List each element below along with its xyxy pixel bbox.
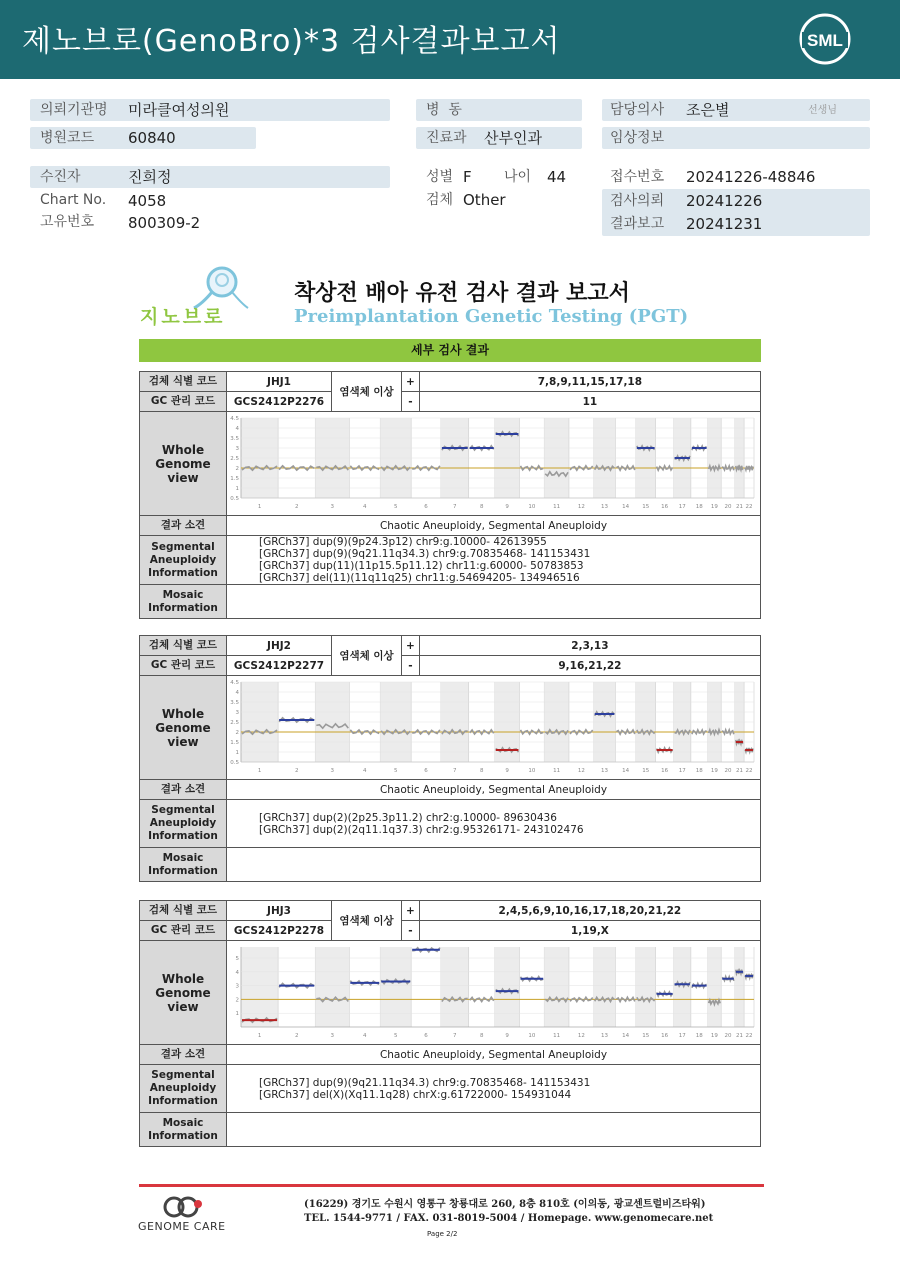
requesting-org-label: 의뢰기관명 [40, 102, 108, 118]
sml-logo [796, 12, 854, 66]
x-tick-label: 18 [695, 768, 703, 774]
dept-value: 산부인과 [484, 129, 542, 147]
chart-label: Chart No. [40, 192, 107, 208]
loss-value: 9,16,21,22 [419, 656, 760, 676]
examinee-label: 수진자 [40, 169, 81, 185]
finding-label: 결과 소견 [140, 516, 227, 536]
x-tick-label: 17 [678, 1033, 686, 1039]
x-tick-label: 7 [453, 504, 457, 510]
footer-address [304, 1198, 713, 1226]
header-bar [0, 0, 900, 79]
requesting-org-value: 미라클여성의원 [128, 101, 230, 119]
segmental-value [227, 800, 761, 848]
y-tick-label: 3 [235, 983, 239, 990]
x-tick-label: 7 [453, 768, 457, 774]
x-tick-label: 5 [393, 504, 398, 510]
gc-code-value: GCS2412P2278 [227, 921, 332, 941]
chrom-band [241, 947, 278, 1027]
gc-code-value: GCS2412P2276 [227, 392, 332, 412]
gain-sign: + [402, 636, 420, 656]
genome-plot-cell [227, 676, 761, 780]
finding-label: 결과 소견 [140, 780, 227, 800]
x-tick-label: 13 [601, 504, 609, 510]
mosaic-value [227, 848, 761, 882]
genome-plot-cell [227, 412, 761, 516]
ward-label: 병 동 [426, 102, 462, 118]
loss-value: 11 [419, 392, 760, 412]
sample-table-1 [139, 371, 761, 619]
mosaic-label: Mosaic Information [140, 848, 227, 882]
x-tick-label: 2 [294, 504, 299, 510]
y-tick-label: 2 [235, 997, 239, 1004]
chrom-band [594, 947, 616, 1027]
x-tick-label: 8 [479, 768, 484, 774]
chrom-band [315, 947, 349, 1027]
segmental-line: [GRCh37] dup(11)(11p15.5p11.12) chr11:g.60000- 50783853 [259, 560, 584, 572]
report-value: 20241231 [686, 215, 763, 233]
gc-code-label: GC 관리 코드 [140, 392, 227, 412]
y-tick-label: 1.5 [230, 476, 239, 482]
sample-id-value: JHJ2 [227, 636, 332, 656]
y-tick-label: 3 [235, 446, 239, 452]
x-tick-label: 2 [294, 1033, 299, 1039]
age-value: 44 [547, 168, 567, 186]
x-tick-label: 12 [577, 1033, 585, 1039]
x-tick-label: 20 [724, 504, 732, 510]
x-tick-label: 15 [642, 768, 650, 774]
x-tick-label: 12 [577, 504, 585, 510]
x-tick-label: 22 [745, 1033, 753, 1039]
doctor-value: 조은별 [686, 101, 730, 119]
chrom-abn-label: 염색체 이상 [332, 372, 402, 412]
finding-label: 결과 소견 [140, 1045, 227, 1065]
x-tick-label: 8 [479, 1033, 484, 1039]
x-tick-label: 7 [453, 1033, 457, 1039]
x-tick-label: 15 [642, 504, 650, 510]
x-tick-label: 21 [735, 768, 743, 774]
chrom-abn-label: 염색체 이상 [332, 901, 402, 941]
gain-sign: + [402, 901, 420, 921]
segmental-line: [GRCh37] dup(9)(9p24.3p12) chr9:g.10000- 42613955 [259, 536, 547, 548]
x-tick-label: 20 [724, 1033, 732, 1039]
x-tick-label: 1 [257, 1033, 262, 1039]
x-tick-label: 18 [695, 504, 703, 510]
receipt-value: 20241226-48846 [686, 168, 816, 186]
x-tick-label: 16 [661, 768, 669, 774]
x-tick-label: 20 [724, 768, 732, 774]
y-tick-label: 4.5 [230, 416, 239, 422]
finding-value: Chaotic Aneuploidy, Segmental Aneuploidy [227, 1045, 761, 1065]
segmental-label: Segmental Aneuploidy Information [140, 536, 227, 585]
whole-genome-label: Whole Genome view [140, 676, 227, 780]
genome-plot [227, 412, 760, 512]
x-tick-label: 1 [257, 504, 262, 510]
mosaic-value [227, 1113, 761, 1147]
segmental-label: Segmental Aneuploidy Information [140, 1065, 227, 1113]
genome-plot [227, 941, 760, 1041]
x-tick-label: 4 [363, 768, 367, 774]
y-tick-label: 1 [235, 486, 239, 492]
genome-plot-cell [227, 941, 761, 1045]
whole-genome-label: Whole Genome view [140, 941, 227, 1045]
footer-divider [139, 1184, 764, 1187]
x-tick-label: 15 [642, 1033, 650, 1039]
chrom-band [708, 947, 722, 1027]
sample-id-label: 검체 식별 코드 [140, 901, 227, 921]
uid-value: 800309-2 [128, 214, 201, 232]
uid-label: 고유번호 [40, 214, 95, 230]
chrom-band [735, 947, 744, 1027]
gc-code-label: GC 관리 코드 [140, 921, 227, 941]
copy-number-trace [616, 466, 634, 470]
x-tick-label: 19 [710, 504, 718, 510]
x-tick-label: 4 [363, 504, 367, 510]
copy-number-trace [692, 730, 707, 734]
mosaic-label: Mosaic Information [140, 1113, 227, 1147]
chrom-band [495, 947, 520, 1027]
examinee-row [30, 166, 390, 188]
examinee-value: 진희정 [128, 168, 172, 186]
chrom-band [636, 947, 656, 1027]
y-tick-label: 4 [235, 690, 239, 696]
x-tick-label: 17 [678, 504, 686, 510]
copy-number-trace [722, 730, 734, 734]
x-tick-label: 5 [393, 1033, 398, 1039]
y-tick-label: 1 [235, 750, 239, 756]
y-tick-label: 1.5 [230, 740, 239, 746]
request-value: 20241226 [686, 192, 763, 210]
segmental-label: Segmental Aneuploidy Information [140, 800, 227, 848]
x-tick-label: 3 [330, 768, 335, 774]
x-tick-label: 13 [601, 768, 609, 774]
request-label: 검사의뢰 [610, 193, 665, 209]
y-tick-label: 2 [235, 466, 239, 472]
gc-code-value: GCS2412P2277 [227, 656, 332, 676]
segmental-value [227, 536, 761, 585]
whole-genome-label: Whole Genome view [140, 412, 227, 516]
genobro-logo-text: 지노브로 [140, 306, 226, 328]
copy-number-trace [616, 730, 634, 734]
x-tick-label: 10 [528, 1033, 536, 1039]
chrom-band [441, 947, 469, 1027]
x-tick-label: 14 [622, 504, 630, 510]
mosaic-value [227, 585, 761, 619]
y-tick-label: 2 [235, 730, 239, 736]
x-tick-label: 10 [528, 768, 536, 774]
x-tick-label: 18 [695, 1033, 703, 1039]
page-title: 제노브로(GenoBro)*3 검사결과보고서 [22, 24, 561, 59]
x-tick-label: 19 [710, 1033, 718, 1039]
y-tick-label: 3 [235, 710, 239, 716]
page-number: Page 2/2 [427, 1230, 458, 1238]
loss-sign: - [402, 656, 420, 676]
x-tick-label: 4 [363, 1033, 367, 1039]
x-tick-label: 9 [505, 504, 509, 510]
loss-value: 1,19,X [419, 921, 760, 941]
loss-sign: - [402, 392, 420, 412]
x-tick-label: 3 [330, 1033, 335, 1039]
mosaic-label: Mosaic Information [140, 585, 227, 619]
y-tick-label: 5 [235, 956, 239, 963]
copy-number-trace [745, 466, 753, 470]
x-tick-label: 14 [622, 768, 630, 774]
x-tick-label: 16 [661, 1033, 669, 1039]
segmental-line: [GRCh37] del(X)(Xq11.1q28) chrX:g.61722000- 154931044 [259, 1088, 572, 1101]
address-line: (16229) 경기도 수원시 영통구 창룡대로 260, 8층 810호 (이의동, 광교센트럴비즈타워) [304, 1199, 706, 1210]
sample-id-label: 검체 식별 코드 [140, 372, 227, 392]
age-label: 나이 [504, 169, 532, 185]
segmental-line: [GRCh37] del(11)(11q11q25) chr11:g.54694205- 134946516 [259, 572, 580, 584]
genome-care-name: GENOME CARE [138, 1220, 226, 1233]
clinical-label: 임상정보 [610, 130, 665, 146]
hospital-code-value: 60840 [128, 129, 176, 147]
hospital-code-label: 병원코드 [40, 130, 95, 146]
sample-table-3 [139, 900, 761, 1147]
loss-sign: - [402, 921, 420, 941]
sample-id-label: 검체 식별 코드 [140, 636, 227, 656]
report-label: 결과보고 [610, 216, 665, 232]
specimen-value: Other [463, 191, 506, 209]
x-tick-label: 8 [479, 504, 484, 510]
y-tick-label: 3.5 [230, 436, 239, 442]
chart-value: 4058 [128, 192, 167, 210]
chrom-band [544, 947, 569, 1027]
doctor-suffix: 선생님 [808, 105, 837, 116]
gain-sign: + [402, 372, 420, 392]
x-tick-label: 19 [710, 768, 718, 774]
x-tick-label: 21 [735, 1033, 743, 1039]
x-tick-label: 3 [330, 504, 335, 510]
contact-line: TEL. 1544-9771 / FAX. 031-8019-5004 / Homepage. www.genomecare.net [304, 1213, 714, 1224]
chrom-band [380, 947, 411, 1027]
segmental-line: [GRCh37] dup(2)(2p25.3p11.2) chr2:g.10000- 89630436 [259, 811, 557, 824]
x-tick-label: 11 [553, 768, 561, 774]
y-tick-label: 4 [235, 969, 239, 976]
genome-plot [227, 676, 760, 776]
gain-value: 2,3,13 [419, 636, 760, 656]
report-subtitle: Preimplantation Genetic Testing (PGT) [294, 306, 689, 327]
y-tick-label: 1 [235, 1011, 239, 1018]
copy-number-trace [412, 730, 440, 734]
segmental-line: [GRCh37] dup(2)(2q11.1q37.3) chr2:g.95326171- 243102476 [259, 823, 584, 836]
sample-id-value: JHJ1 [227, 372, 332, 392]
x-tick-label: 10 [528, 504, 536, 510]
x-tick-label: 22 [745, 504, 753, 510]
svg-text:SML: SML [807, 31, 843, 50]
y-tick-label: 0.5 [230, 760, 239, 766]
gain-value: 7,8,9,11,15,17,18 [419, 372, 760, 392]
x-tick-label: 9 [505, 1033, 509, 1039]
finding-value: Chaotic Aneuploidy, Segmental Aneuploidy [227, 516, 761, 536]
receipt-label: 접수번호 [610, 169, 665, 185]
x-tick-label: 14 [622, 1033, 630, 1039]
y-tick-label: 4.5 [230, 680, 239, 686]
x-tick-label: 6 [424, 1033, 428, 1039]
doctor-label: 담당의사 [610, 102, 665, 118]
x-tick-label: 13 [601, 1033, 609, 1039]
x-tick-label: 6 [424, 504, 428, 510]
copy-number-trace [722, 466, 734, 470]
y-tick-label: 2.5 [230, 720, 239, 726]
y-tick-label: 3.5 [230, 700, 239, 706]
x-tick-label: 9 [505, 768, 509, 774]
gc-code-label: GC 관리 코드 [140, 656, 227, 676]
sex-value: F [463, 168, 472, 186]
sample-id-value: JHJ3 [227, 901, 332, 921]
x-tick-label: 16 [661, 504, 669, 510]
genome-care-logo-icon [160, 1196, 204, 1218]
y-tick-label: 0.5 [230, 496, 239, 502]
x-tick-label: 1 [257, 768, 262, 774]
x-tick-label: 21 [735, 504, 743, 510]
sample-table-2 [139, 635, 761, 882]
y-tick-label: 2.5 [230, 456, 239, 462]
x-tick-label: 2 [294, 768, 299, 774]
copy-number-trace [412, 466, 440, 470]
x-tick-label: 17 [678, 768, 686, 774]
x-tick-label: 12 [577, 768, 585, 774]
sex-label: 성별 [426, 169, 454, 185]
dept-label: 진료과 [426, 130, 467, 146]
x-tick-label: 6 [424, 768, 428, 774]
gain-value: 2,4,5,6,9,10,16,17,18,20,21,22 [419, 901, 760, 921]
segmental-line: [GRCh37] dup(9)(9q21.11q34.3) chr9:g.70835468- 141153431 [259, 548, 591, 560]
y-tick-label: 4 [235, 426, 239, 432]
specimen-label: 검체 [426, 192, 454, 208]
copy-number-trace [616, 997, 634, 1001]
finding-value: Chaotic Aneuploidy, Segmental Aneuploidy [227, 780, 761, 800]
x-tick-label: 11 [553, 504, 561, 510]
x-tick-label: 11 [553, 1033, 561, 1039]
x-tick-label: 5 [393, 768, 398, 774]
segmental-line: [GRCh37] dup(9)(9q21.11q34.3) chr9:g.70835468- 141153431 [259, 1076, 591, 1089]
report-title: 착상전 배아 유전 검사 결과 보고서 [294, 281, 630, 306]
section-title: 세부 검사 결과 [139, 339, 761, 362]
segmental-value [227, 1065, 761, 1113]
chrom-abn-label: 염색체 이상 [332, 636, 402, 676]
x-tick-label: 22 [745, 768, 753, 774]
